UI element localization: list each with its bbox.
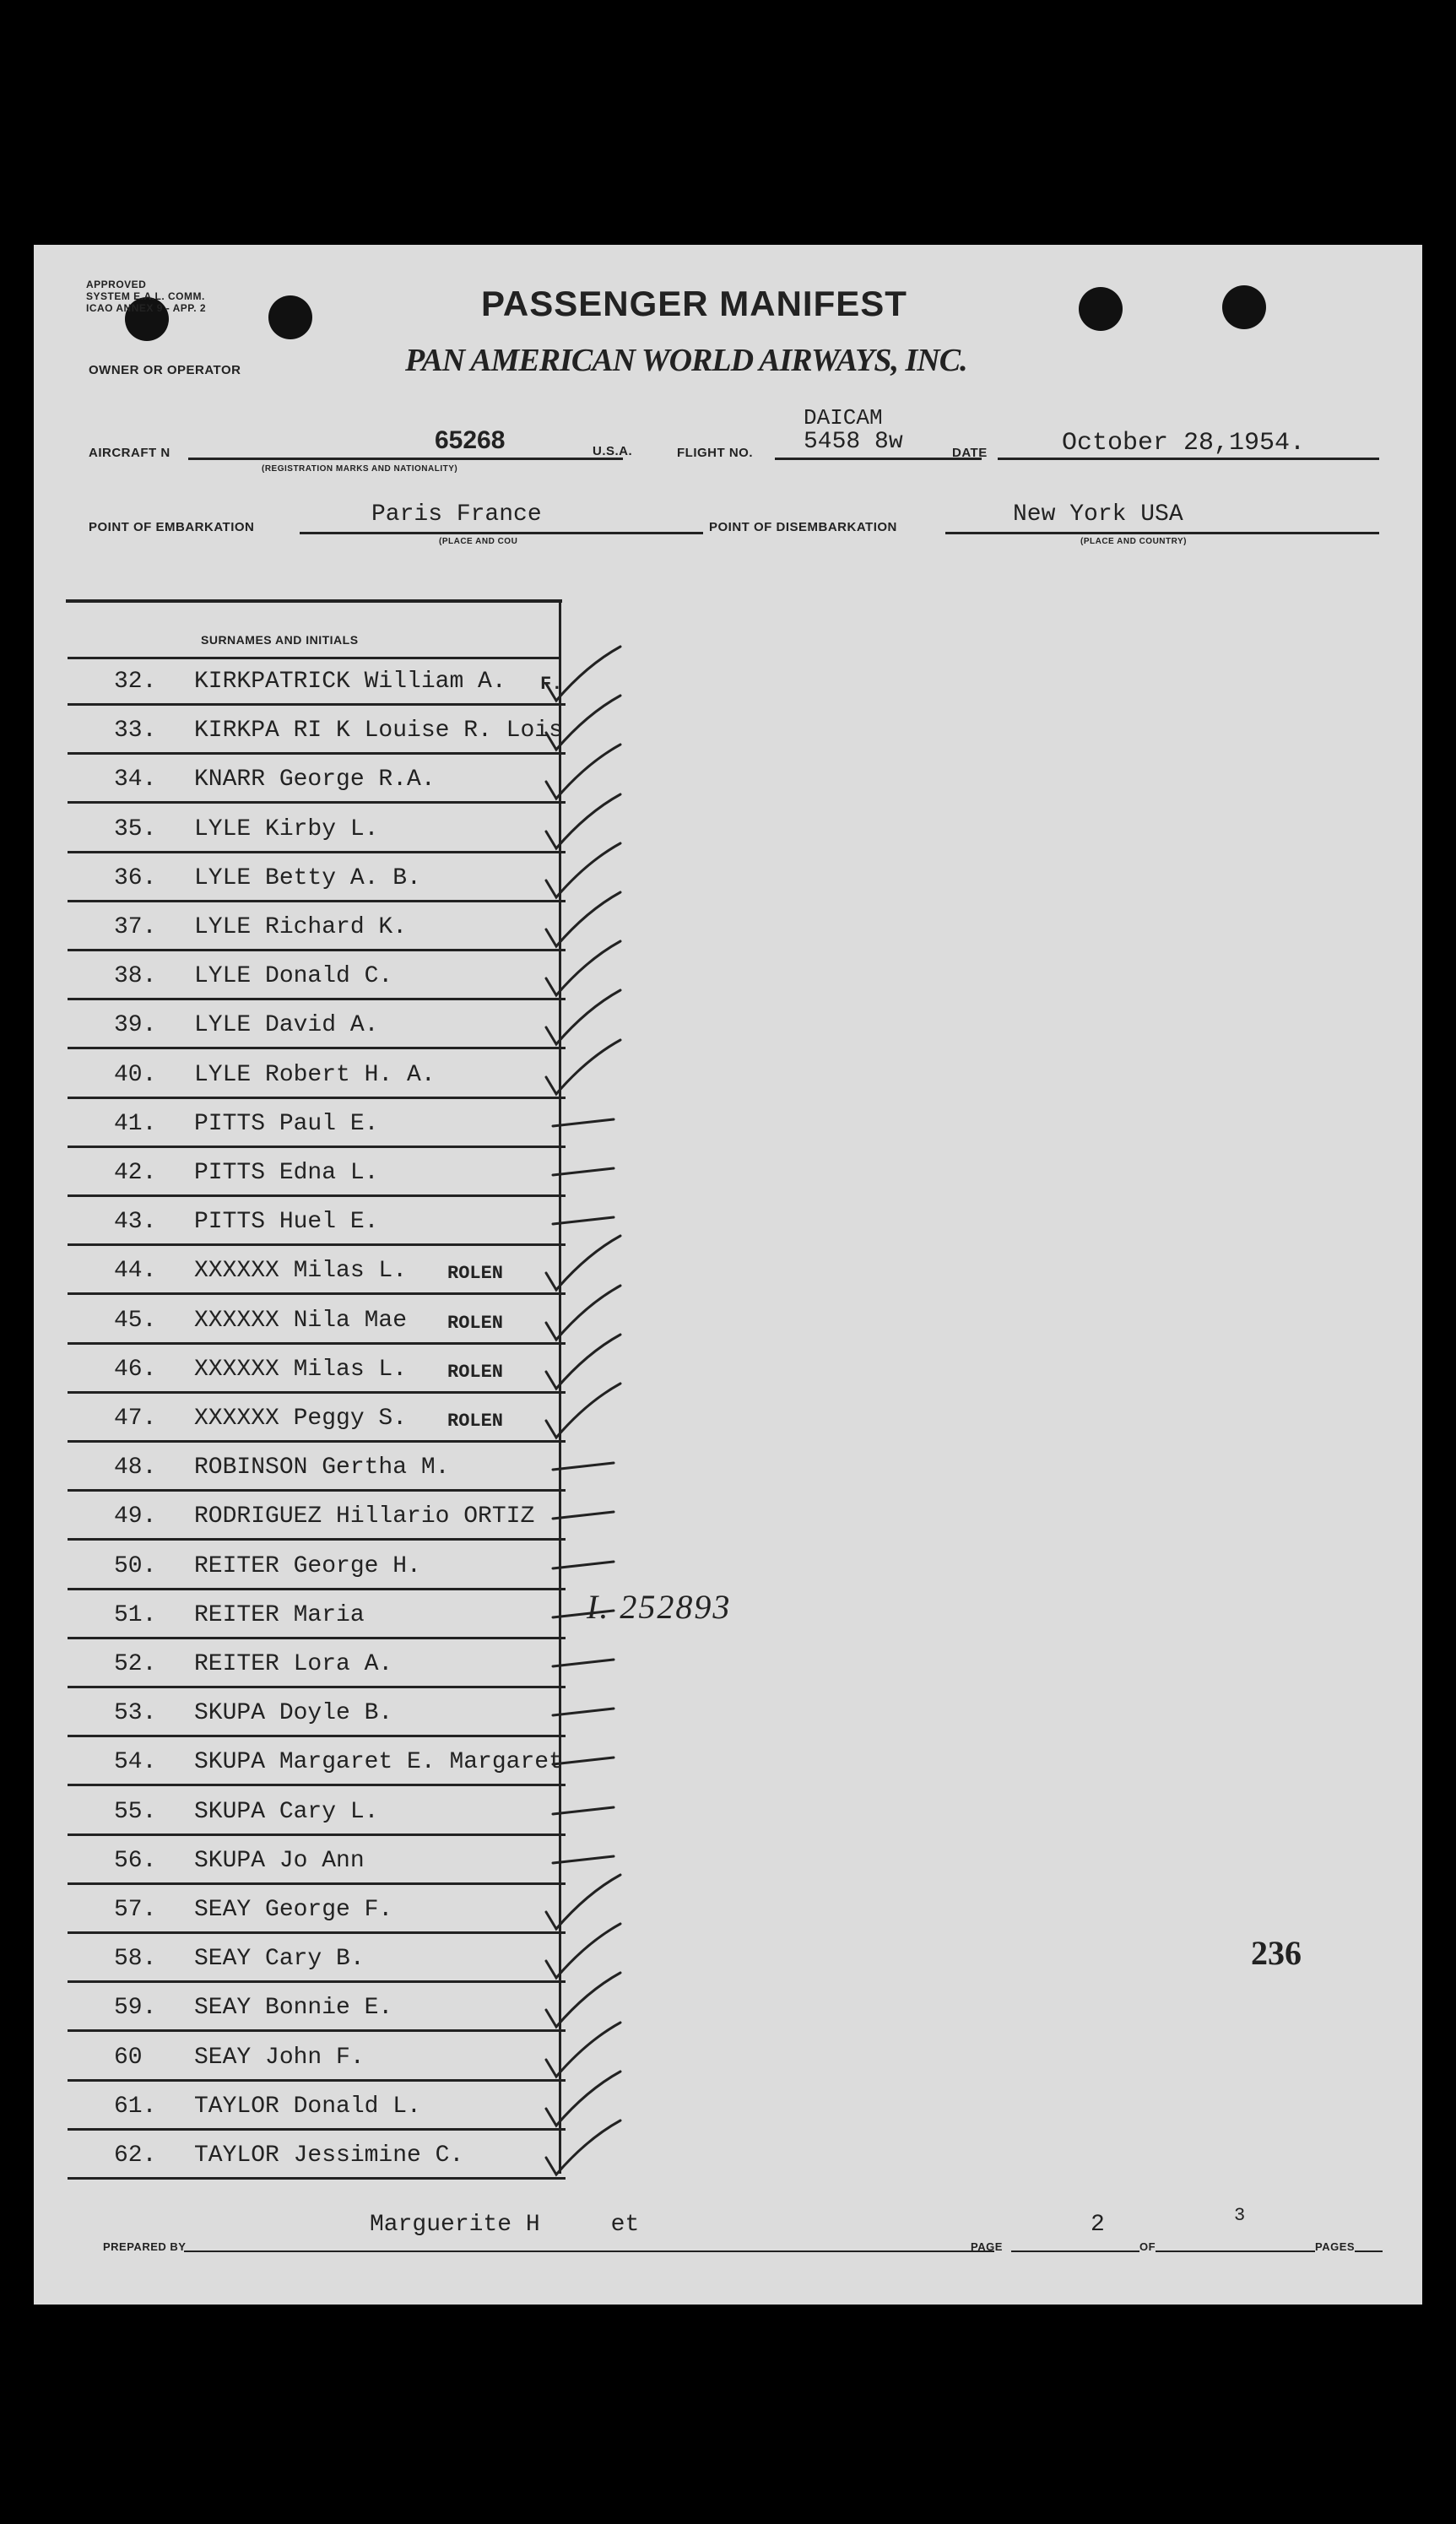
approval-note	[86, 279, 206, 314]
name-suffix: ROLEN	[447, 1312, 504, 1334]
flight-underline	[775, 458, 982, 460]
passenger-name: RODRIGUEZ Hillario ORTIZ	[194, 1503, 535, 1530]
passenger-name: LYLE Robert H. A.	[194, 1061, 436, 1088]
passenger-name: XXXXXX Peggy S.	[194, 1406, 408, 1432]
row-number: 37.	[114, 914, 157, 940]
check-mark-icon	[536, 2114, 629, 2181]
row-number: 54.	[114, 1749, 157, 1776]
table-row	[68, 1688, 566, 1737]
date-underline	[998, 458, 1379, 460]
embarkation-label: POINT OF EMBARKATION	[89, 520, 255, 534]
row-number: 55.	[114, 1798, 157, 1825]
row-number: 43.	[114, 1209, 157, 1236]
table-row	[68, 1197, 566, 1246]
table-row	[68, 1492, 566, 1541]
table-top-border	[66, 599, 562, 603]
table-row	[68, 1443, 566, 1492]
row-number: 36.	[114, 864, 157, 891]
passenger-name: SEAY Cary B.	[194, 1946, 365, 1973]
row-number: 32.	[114, 669, 157, 695]
page-number: 2	[1091, 2212, 1105, 2238]
disembarkation-label: POINT OF DISEMBARKATION	[709, 520, 897, 534]
passenger-name: SEAY John F.	[194, 2044, 365, 2071]
passenger-name: ROBINSON Gertha M.	[194, 1454, 450, 1481]
row-number: 58.	[114, 1946, 157, 1973]
punch-hole	[1079, 287, 1123, 331]
page-stamp: 236	[1251, 1934, 1302, 1972]
table-row	[68, 1000, 566, 1049]
row-number: 46.	[114, 1356, 157, 1383]
row-underline	[68, 2177, 566, 2180]
row-number: 41.	[114, 1110, 157, 1137]
approval-line: ICAO ANNEX 9 - APP. 2	[86, 302, 207, 314]
column-header: SURNAMES AND INITIALS	[201, 633, 359, 647]
date-label: DATE	[952, 446, 988, 460]
usa-label: U.S.A.	[593, 444, 633, 458]
table-row	[68, 951, 566, 1000]
passenger-name: PITTS Edna L.	[194, 1160, 379, 1186]
table-row	[68, 1590, 566, 1639]
passenger-name: LYLE David A.	[194, 1012, 379, 1039]
embarkation-caption: (PLACE AND COU	[439, 537, 518, 546]
table-row	[68, 1737, 566, 1786]
passenger-name: PITTS Paul E.	[194, 1110, 379, 1137]
passenger-name: LYLE Richard K.	[194, 914, 408, 940]
table-row	[68, 755, 566, 804]
name-suffix: F.	[540, 674, 563, 695]
row-number: 38.	[114, 963, 157, 990]
row-number: 49.	[114, 1503, 157, 1530]
row-number: 45.	[114, 1307, 157, 1334]
passenger-name: KNARR George R.A.	[194, 766, 436, 793]
passenger-name: SEAY Bonnie E.	[194, 1995, 393, 2022]
table-row	[68, 2033, 566, 2082]
table-row	[68, 804, 566, 853]
table-row	[68, 1934, 566, 1983]
passenger-name: SEAY George F.	[194, 1897, 393, 1923]
row-number: 51.	[114, 1601, 157, 1628]
row-number: 33.	[114, 718, 157, 745]
passenger-name: XXXXXX Nila Mae	[194, 1307, 408, 1334]
row-number: 39.	[114, 1012, 157, 1039]
embarkation-value: Paris France	[371, 501, 542, 528]
passenger-name: REITER Lora A.	[194, 1651, 393, 1677]
name-suffix: ROLEN	[447, 1263, 504, 1285]
passenger-name: KIRKPA RI K Louise R. Lois	[194, 718, 563, 745]
flight-route: DAICAM	[804, 405, 883, 431]
row-number: 44.	[114, 1258, 157, 1285]
of-label: OF	[1139, 2240, 1156, 2253]
handwritten-note: I. 252893	[587, 1588, 732, 1626]
pages-label: PAGES	[1315, 2240, 1356, 2253]
flight-number: 5458 8w	[804, 429, 903, 455]
row-number: 34.	[114, 766, 157, 793]
table-row	[68, 1836, 566, 1885]
flight-label: FLIGHT NO.	[677, 446, 753, 460]
owner-label: OWNER OR OPERATOR	[89, 363, 241, 377]
table-row	[68, 657, 566, 706]
passenger-name: TAYLOR Jessimine C.	[194, 2142, 464, 2169]
table-row	[68, 1345, 566, 1394]
passenger-name: LYLE Betty A. B.	[194, 864, 421, 891]
airline-name: PAN AMERICAN WORLD AIRWAYS, INC.	[405, 343, 967, 378]
table-row	[68, 1246, 566, 1295]
embarkation-underline	[300, 532, 703, 534]
passenger-name: SKUPA Cary L.	[194, 1798, 379, 1825]
table-row	[68, 2131, 566, 2180]
page-total: 3	[1234, 2205, 1246, 2226]
punch-hole	[268, 295, 312, 339]
passenger-name: LYLE Kirby L.	[194, 815, 379, 842]
row-number: 60	[114, 2044, 143, 2071]
flight-date: October 28,1954.	[1062, 429, 1306, 458]
disembarkation-value: New York USA	[1013, 501, 1183, 528]
passenger-name: XXXXXX Milas L.	[194, 1258, 408, 1285]
table-row	[68, 853, 566, 902]
row-number: 57.	[114, 1897, 157, 1923]
table-row	[68, 706, 566, 755]
table-row	[68, 2082, 566, 2131]
table-row	[68, 1885, 566, 1934]
table-row	[68, 1050, 566, 1099]
passenger-name: SKUPA Jo Ann	[194, 1847, 365, 1874]
registration-caption: (REGISTRATION MARKS AND NATIONALITY)	[262, 464, 458, 474]
passenger-name: REITER Maria	[194, 1601, 365, 1628]
row-number: 53.	[114, 1700, 157, 1727]
table-row	[68, 1541, 566, 1590]
table-row	[68, 1639, 566, 1688]
row-number: 59.	[114, 1995, 157, 2022]
table-row	[68, 1099, 566, 1148]
manifest-sheet	[34, 245, 1422, 2305]
prepared-by-label: PREPARED BY	[103, 2240, 187, 2253]
row-number: 42.	[114, 1160, 157, 1186]
passenger-name: XXXXXX Milas L.	[194, 1356, 408, 1383]
approval-line: SYSTEM E.A.L. COMM.	[86, 290, 205, 302]
page-title: PASSENGER MANIFEST	[481, 284, 907, 323]
row-number: 56.	[114, 1847, 157, 1874]
name-suffix: ROLEN	[447, 1361, 504, 1383]
disembarkation-caption: (PLACE AND COUNTRY)	[1080, 537, 1187, 546]
row-number: 40.	[114, 1061, 157, 1088]
row-number: 52.	[114, 1651, 157, 1677]
table-row	[68, 1787, 566, 1836]
passenger-name: REITER George H.	[194, 1552, 421, 1579]
passenger-name: KIRKPATRICK William A.	[194, 669, 506, 695]
approval-line: APPROVED	[86, 279, 147, 290]
page-label: PAGE	[971, 2240, 1003, 2253]
passenger-name: LYLE Donald C.	[194, 963, 393, 990]
aircraft-number: 65268	[435, 426, 506, 454]
prepared-by-underline	[184, 2250, 994, 2252]
passenger-name: SKUPA Doyle B.	[194, 1700, 393, 1727]
row-number: 35.	[114, 815, 157, 842]
row-number: 48.	[114, 1454, 157, 1481]
table-row	[68, 1296, 566, 1345]
name-suffix: ROLEN	[447, 1411, 504, 1432]
row-number: 61.	[114, 2093, 157, 2120]
table-row	[68, 1394, 566, 1443]
row-number: 62.	[114, 2142, 157, 2169]
aircraft-label: AIRCRAFT N	[89, 446, 170, 460]
passenger-name: SKUPA Margaret E. Margaret	[194, 1749, 563, 1776]
disembarkation-underline	[945, 532, 1379, 534]
row-number: 47.	[114, 1406, 157, 1432]
passenger-name: TAYLOR Donald L.	[194, 2093, 421, 2120]
table-row	[68, 1983, 566, 2032]
prepared-by-value: Marguerite H et	[370, 2212, 640, 2238]
table-row	[68, 902, 566, 951]
passenger-name: PITTS Huel E.	[194, 1209, 379, 1236]
punch-hole	[1222, 285, 1266, 329]
row-number: 50.	[114, 1552, 157, 1579]
table-row	[68, 1148, 566, 1197]
aircraft-underline	[188, 458, 623, 460]
